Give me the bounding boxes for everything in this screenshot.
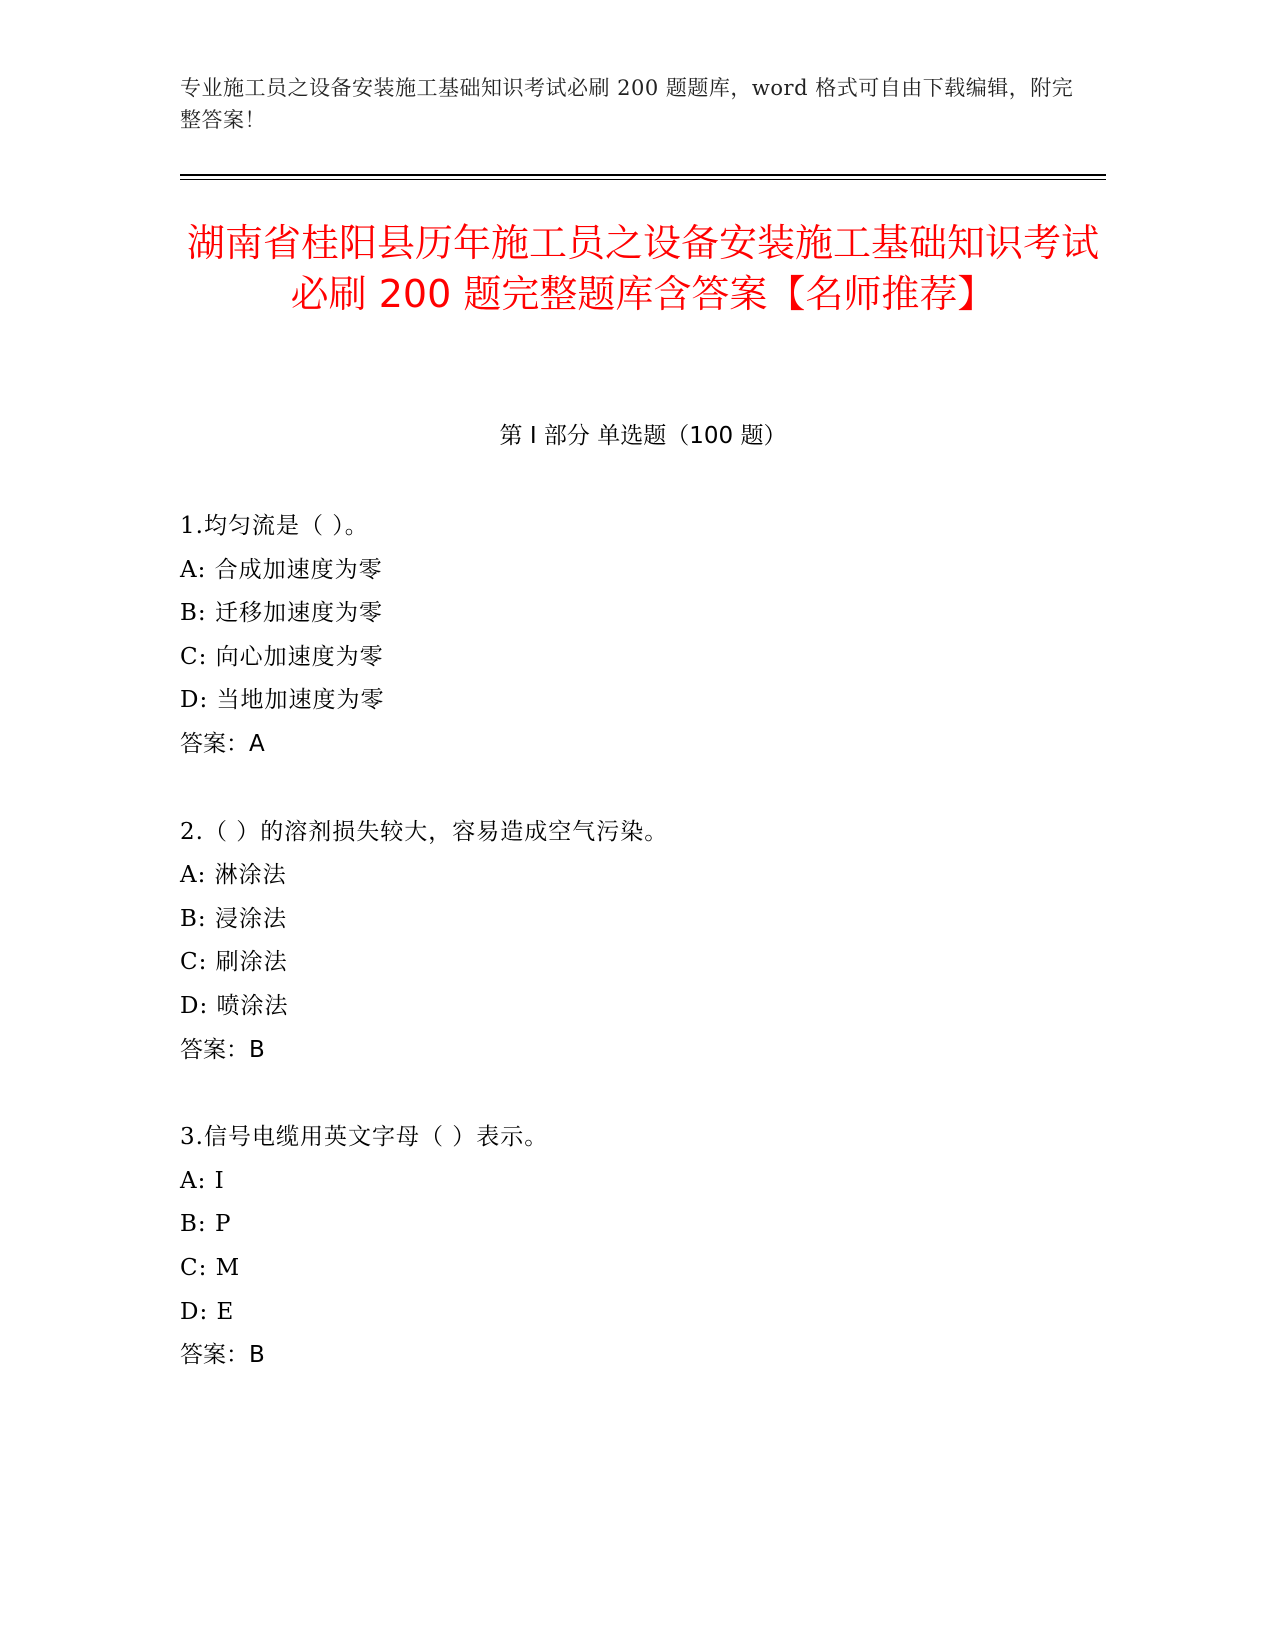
option-c: C: 向心加速度为零: [180, 643, 384, 670]
option-d: D: 当地加速度为零: [180, 687, 385, 714]
option-a: A: I: [180, 1167, 225, 1194]
question-item: [180, 1116, 1106, 1378]
option-a: A: 淋涂法: [180, 862, 287, 889]
question-item: [180, 811, 1106, 1073]
option-b: B: 迁移加速度为零: [180, 600, 383, 627]
question-item: [180, 505, 1106, 767]
header-divider-thin: [180, 179, 1106, 180]
answer-text: 答案：B: [180, 1036, 265, 1063]
question-stem: 3.信号电缆用英文字母（ ）表示。: [180, 1124, 549, 1151]
option-c: C: 刷涂法: [180, 949, 288, 976]
question-stem: 2.（ ）的溶剂损失较大，容易造成空气污染。: [180, 818, 669, 845]
question-list: [180, 505, 1106, 1422]
answer-text: 答案：B: [180, 1342, 265, 1369]
option-c: C: M: [180, 1254, 241, 1281]
document-title: 湖南省桂阳县历年施工员之设备安装施工基础知识考试必刷 200 题完整题库含答案【名师推荐】: [186, 221, 1099, 316]
section-heading: 第 I 部分 单选题（100 题）: [499, 423, 787, 449]
option-d: D: E: [180, 1298, 235, 1325]
answer-text: 答案：A: [180, 730, 265, 757]
option-b: B: 浸涂法: [180, 905, 287, 932]
question-stem: 1.均匀流是（ ）。: [180, 513, 369, 539]
option-a: A: 合成加速度为零: [180, 556, 383, 583]
option-d: D: 喷涂法: [180, 992, 289, 1019]
header-note: 专业施工员之设备安装施工基础知识考试必刷 200 题题库，word 格式可自由下载编辑，附完整答案！: [180, 76, 1074, 132]
header-divider-thick: [180, 174, 1106, 176]
option-b: B: P: [180, 1211, 232, 1238]
